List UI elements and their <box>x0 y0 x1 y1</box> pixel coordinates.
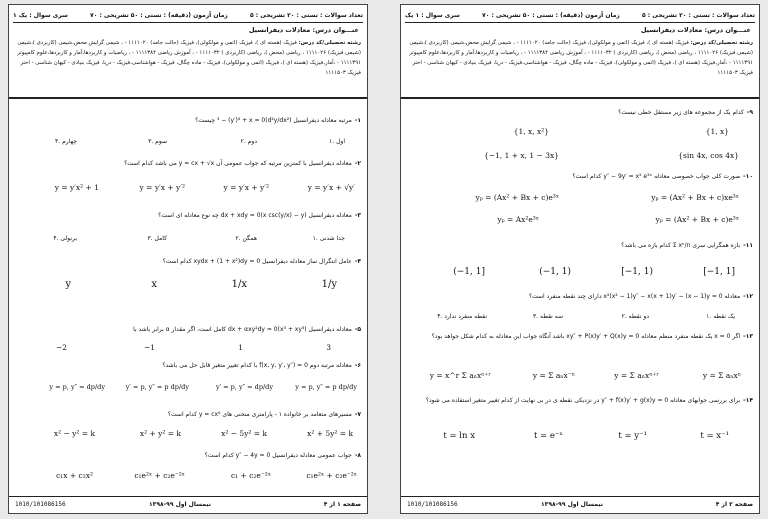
option[interactable]: c₁e²ˣ + c₂e⁻²ˣ <box>134 471 185 480</box>
exam-code: 1010/101086156 <box>15 501 66 508</box>
option[interactable]: (−1, 1) <box>539 267 571 277</box>
series-label: سری سوال : یک ۱ <box>13 11 68 19</box>
option[interactable]: x² − y² = k <box>53 429 95 438</box>
option[interactable]: ۳. سوم <box>148 138 167 145</box>
option[interactable]: c₁ + c₂e⁻²ˣ <box>230 471 271 480</box>
option[interactable]: ۴. نقطه منفرد ندارد <box>437 313 487 320</box>
major-text: فیزیک (هسته ای )، فیزیک (اتمی و مولکولی)، فیزیک (حالت جامد) ۱۱۱۱۰۲۰ - ، شیمی گرایش محض،شیمی (کاربردی )،شیمی (شیمی فیزیک) ۱۱۱۱۰۲۶ ، ریاضی (محض )، ریاضی (کاربردی ) ۱۱۱۱۰۳۲ - ، آموزش ریاضی ۱۱۱۱۳۸۴ - ، ریاضیات و کاربردها،آمار و کاربردها،علوم کامپیوتر ۱۱۱۱۳۹۱ - ،آمار،فیزیک (هسته ای )، فیزیک (اتمی و مولکولی)، فیزیک - ماده چگال، فیزیک - هواشناسی،فیزیک - دریا، فیزیک بنیادی - کیهان شناسی - اختر فیزیک ۱۱۱۱۵۰۳ <box>17 40 361 76</box>
exam-page-2 <box>400 4 760 514</box>
question: ۵-معادله دیفرانسیل (x³ + xy³)dx + αxy²dy = 0 کامل است، اگر مقدار α برابر باشد با <box>133 326 361 333</box>
option[interactable]: ۲. دوم <box>240 138 257 145</box>
course-title: عنـــوان درس: معادلات دیفرانسیل <box>640 26 751 34</box>
term-label: نیمسال اول ۹۹-۱۳۹۸ <box>149 501 211 508</box>
option[interactable]: ۱. اول <box>329 138 345 145</box>
question-count: تعداد سوالات : تستی : ۲۰ تشریحی : ۵ <box>250 11 363 19</box>
question: ۹-کدام یک از مجموعه های زیر مستقل خطی نیست؟ <box>618 109 753 116</box>
option[interactable]: y = Σ aₙxⁿ⁺ʳ <box>614 371 659 380</box>
question: ۳-معادله دیفرانسیل (x csc(y/x) − y)dx + xdy = 0 چه نوع معادله ای است؟ <box>158 212 361 219</box>
question-count: تعداد سوالات : تستی : ۲۰ تشریحی : ۵ <box>642 11 755 19</box>
option[interactable]: y = y′x² + 1 <box>54 183 99 192</box>
option[interactable]: c₁x + c₂x² <box>56 471 93 480</box>
option[interactable]: 1 <box>238 343 243 352</box>
option[interactable]: y = p, y″ = p dp/dy <box>295 383 357 391</box>
term-label: نیمسال اول ۹۹-۱۳۹۸ <box>541 501 603 508</box>
option[interactable]: t = e⁻ˣ <box>533 431 563 441</box>
option[interactable]: {1, x} <box>705 127 729 136</box>
question: ۱۳-اگر x = 0 یک نقطه منفرد منظم معادله xy″ + P(x)y′ + Q(x)y = 0 باشد آنگاه جواب این معادله به کدام شکل جواهد بود؟ <box>431 333 753 340</box>
option[interactable]: ۱. یک نقطه <box>706 313 735 320</box>
question: ۸-جواب عمومی معادله دیفرانسیل y″ − 4y = 0 کدام است؟ <box>204 452 361 459</box>
major-text: فیزیک (هسته ای )، فیزیک (اتمی و مولکولی)، فیزیک (حالت جامد) ۱۱۱۱۰۲۰ - ، شیمی گرایش محض،شیمی (کاربردی )،شیمی (شیمی فیزیک) ۱۱۱۱۰۲۶ ، ریاضی (محض )، ریاضی (کاربردی ) ۱۱۱۱۰۳۲ - ، آموزش ریاضی ۱۱۱۱۳۸۴ - ، ریاضیات و کاربردها،آمار و کاربردها،علوم کامپیوتر ۱۱۱۱۳۹۱ - ،آمار،فیزیک (هسته ای )، فیزیک (اتمی و مولکولی)، فیزیک - ماده چگال، فیزیک - هواشناسی،فیزیک - دریا، فیزیک بنیادی - کیهان شناسی - اختر فیزیک ۱۱۱۱۵۰۳ <box>409 40 753 76</box>
question: ۷-مسیرهای متعامد بر خانواده ۱ - پارامتری منحنی های y = cx⁶ کدام است؟ <box>167 411 361 418</box>
option[interactable]: ۳. سه نقطه <box>532 313 563 320</box>
question: ۱۰-صورت کلی جواب خصوصی معادله y″ − 9y′ = x² e³ˣ کدام است؟ <box>572 173 753 180</box>
option[interactable]: ۴. برنولی <box>53 235 77 242</box>
option[interactable]: (−1, 1] <box>453 267 485 277</box>
option[interactable]: y = p, y″ = dp/dy <box>49 383 105 391</box>
question: ۱-مرتبه معادله دیفرانسیل (d²y/dx²)³ − (y′)⁴ + x = 0 چیست؟ <box>195 117 361 124</box>
question: ۶-معادله مرتبه دوم f(x, y, y′, y″) = 0 با کدام تغییر متغیر قابل حل می باشد؟ <box>162 362 361 369</box>
option[interactable]: t = ln x <box>443 431 475 441</box>
major-label: رشته تحصیلی/کد درس: <box>690 40 753 46</box>
option[interactable]: y′ = p, y″ = dp/dy <box>215 383 273 391</box>
question: ۱۴-برای بررسی جوابهای معادله y″ + f(x)y′ + g(x)y = 0 در نزدیکی نقطه ی در بی نهایت از کدام تغییر متغیر استفاده می شود؟ <box>425 397 753 404</box>
series-label: سری سوال : ۱ یک <box>405 11 460 19</box>
option[interactable]: x² − 5y² = k <box>221 429 267 438</box>
question: ۱۱-بازه همگرایی سری Σ xⁿ/n کدام بازه می باشد؟ <box>621 242 753 249</box>
option[interactable]: x² + y² = k <box>139 429 181 438</box>
option[interactable]: y = Σ aₙxⁿ <box>702 371 741 380</box>
question: ۴-عامل انتگرال ساز معادله دیفرانسیل xydx + (1 + x²)dy = 0 کدام است؟ <box>162 258 361 265</box>
option[interactable]: yₚ = Ax²e³ˣ <box>497 215 539 224</box>
page-number: صفحه ۲ از ۴ <box>715 501 753 508</box>
option[interactable]: −1 <box>143 343 155 352</box>
option[interactable]: x <box>151 279 157 290</box>
page-footer <box>401 496 759 513</box>
course-title: عنـــوان درس: معادلات دیفرانسیل <box>248 26 359 34</box>
option[interactable]: t = y⁻¹ <box>618 431 647 441</box>
majors-block <box>407 38 753 78</box>
option[interactable]: [−1, 1) <box>621 267 653 277</box>
option[interactable]: yₚ = (Ax² + Bx + c)e³ˣ <box>475 193 559 202</box>
question: ۲-معادله دیفرانسیل با کمترین مرتبه که جواب عمومی آن y = cx + √x می باشد کدام است؟ <box>124 160 361 167</box>
page-header <box>401 5 759 99</box>
option[interactable]: t = x⁻¹ <box>700 431 729 441</box>
option[interactable]: y = y′x + √y′ <box>307 183 355 192</box>
majors-block <box>15 38 361 78</box>
option[interactable]: [−1, 1] <box>703 267 735 277</box>
option[interactable]: {sin 4x, cos 4x} <box>678 151 739 160</box>
exam-code: 1010/101086156 <box>407 501 458 508</box>
option[interactable]: ۲. دو نقطه <box>621 313 649 320</box>
option[interactable]: y = Σ aₙx⁻ⁿ <box>532 371 575 380</box>
page-number: صفحه ۱ از ۴ <box>323 501 361 508</box>
page-footer <box>9 496 367 513</box>
option[interactable]: yₚ = (Ax² + Bx + c)e³ˣ <box>655 215 739 224</box>
option[interactable]: c₁e²ˣ + c₂e⁻²ˣ <box>306 471 357 480</box>
option[interactable]: 3 <box>326 343 331 352</box>
option[interactable]: y = x^r Σ aₙxⁿ⁺ʳ <box>429 371 491 380</box>
question: ۱۲-معادله x²(x² − 1)y″ − x(x + 1)y′ − (x − 1)y = 0 دارای چند نقطه منفرد است؟ <box>528 293 753 300</box>
exam-time: زمان آزمون (دقیقه) : تستی : ۵۰ تشریحی : ۷۰ <box>90 11 228 19</box>
option[interactable]: yₚ = (Ax² + Bx + c)xe³ˣ <box>651 193 739 202</box>
option[interactable]: 1/y <box>321 279 337 290</box>
option[interactable]: −2 <box>55 343 67 352</box>
option[interactable]: ۲. همگن <box>235 235 257 242</box>
page-header <box>9 5 367 99</box>
option[interactable]: {1, x, x²} <box>513 127 549 136</box>
exam-time: زمان آزمون (دقیقه) : تستی : ۵۰ تشریحی : ۷۰ <box>482 11 620 19</box>
option[interactable]: y′ = p, y″ = p dp/dy <box>125 383 189 391</box>
option[interactable]: x² + 5y² = k <box>307 429 353 438</box>
major-label: رشته تحصیلی/کد درس: <box>298 40 361 46</box>
option[interactable]: y <box>65 279 71 290</box>
option[interactable]: ۴. چهارم <box>55 138 77 145</box>
option[interactable]: ۱. جدا شدنی <box>312 235 345 242</box>
option[interactable]: y = y′x + y′² <box>139 183 185 192</box>
option[interactable]: y = y′x + y′² <box>223 183 269 192</box>
option[interactable]: {−1, 1 + x, 1 − 3x} <box>483 151 559 160</box>
option[interactable]: ۳. کامل <box>147 235 167 242</box>
option[interactable]: 1/x <box>231 279 247 290</box>
exam-page-1 <box>8 4 368 514</box>
